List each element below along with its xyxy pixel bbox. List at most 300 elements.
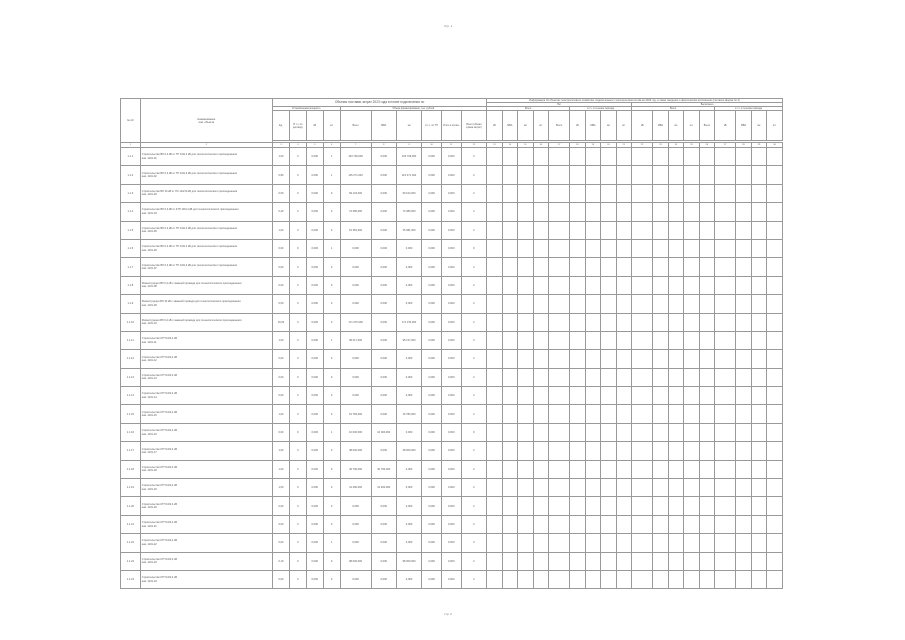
- row-value-c5: 0,000: [340, 570, 371, 588]
- row-name-sub: инв. 1101-12: [141, 358, 157, 362]
- row-empty-cell: [653, 442, 668, 460]
- table-row: [121, 497, 783, 515]
- row-empty-cell: [668, 552, 683, 570]
- row-value-c4: 0: [323, 405, 340, 423]
- row-empty-cell: [751, 295, 766, 313]
- row-value-c3: 0,000: [306, 221, 323, 239]
- row-empty-cell: [653, 460, 668, 478]
- row-value-c7: 98 000,000: [396, 552, 421, 570]
- header-name-main: Наименование: [197, 117, 216, 121]
- column-number: 8: [371, 143, 396, 148]
- row-empty-cell: [585, 258, 600, 276]
- column-number: 27: [715, 143, 736, 148]
- row-value-c3: 0,000: [306, 350, 323, 368]
- row-name-text: Строительство КТП 10/0,4 кВ: [141, 484, 177, 488]
- row-empty-cell: [518, 313, 533, 331]
- row-empty-cell: [549, 387, 570, 405]
- row-value-c5: 31 490,000: [340, 479, 371, 497]
- row-value-c9: 0,000: [441, 515, 461, 533]
- row-empty-cell: [585, 276, 600, 294]
- row-empty-cell: [653, 534, 668, 552]
- row-value-c4: 0: [323, 497, 340, 515]
- row-empty-cell: [585, 166, 600, 184]
- row-empty-cell: [601, 203, 616, 221]
- row-empty-cell: [487, 313, 502, 331]
- row-empty-cell: [715, 258, 736, 276]
- row-empty-cell: [570, 552, 585, 570]
- row-empty-cell: [715, 295, 736, 313]
- row-empty-cell: [533, 258, 548, 276]
- row-empty-cell: [751, 552, 766, 570]
- row-empty-cell: [767, 184, 783, 202]
- row-empty-cell: [518, 258, 533, 276]
- row-empty-cell: [668, 295, 683, 313]
- row-empty-cell: [616, 497, 631, 515]
- row-empty-cell: [502, 552, 517, 570]
- column-number: 16: [533, 143, 548, 148]
- row-empty-cell: [487, 148, 502, 166]
- row-empty-cell: [767, 387, 783, 405]
- row-empty-cell: [533, 239, 548, 257]
- row-value-c8: 0,000: [422, 148, 442, 166]
- row-empty-cell: [487, 239, 502, 257]
- row-empty-cell: [549, 239, 570, 257]
- row-value-c2: 0: [289, 460, 306, 478]
- row-value-c2: 0: [289, 405, 306, 423]
- row-name: [140, 368, 272, 386]
- row-name-sub: инв. 1101-06: [141, 248, 157, 252]
- row-empty-cell: [632, 423, 653, 441]
- row-value-c8: 0,000: [422, 184, 442, 202]
- row-value-c6: 0,000: [371, 387, 396, 405]
- table-row: [121, 368, 783, 386]
- row-empty-cell: [632, 497, 653, 515]
- row-empty-cell: [487, 442, 502, 460]
- row-value-c10: 2: [461, 515, 486, 533]
- row-value-c6: 0,000: [371, 276, 396, 294]
- row-empty-cell: [549, 552, 570, 570]
- row-value-c1: 0,80: [273, 166, 290, 184]
- row-value-c3: 0,000: [306, 570, 323, 588]
- row-empty-cell: [570, 423, 585, 441]
- row-value-c10: 2: [461, 497, 486, 515]
- row-empty-cell: [699, 258, 714, 276]
- column-number: 4: [289, 143, 306, 148]
- row-value-c7: 0,000: [396, 276, 421, 294]
- row-empty-cell: [487, 184, 502, 202]
- row-empty-cell: [616, 221, 631, 239]
- header-cell-r15: кВ: [715, 111, 736, 141]
- row-empty-cell: [715, 497, 736, 515]
- table-row: [121, 203, 783, 221]
- row-name: [140, 276, 272, 294]
- row-empty-cell: [653, 295, 668, 313]
- row-empty-cell: [736, 368, 751, 386]
- row-empty-cell: [487, 515, 502, 533]
- row-value-c8: 0,000: [422, 350, 442, 368]
- row-empty-cell: [570, 479, 585, 497]
- row-value-c1: 0,00: [273, 276, 290, 294]
- row-value-c6: 0,000: [371, 313, 396, 331]
- row-value-c9: 0,000: [441, 387, 461, 405]
- header-cell-mva: МВА: [371, 111, 396, 141]
- row-empty-cell: [487, 387, 502, 405]
- row-name: [140, 203, 272, 221]
- row-empty-cell: [518, 515, 533, 533]
- row-name-sub: инв. 1101-23: [141, 561, 157, 565]
- row-empty-cell: [616, 239, 631, 257]
- header-right-sub-1: Нет: [487, 103, 632, 107]
- row-empty-cell: [653, 570, 668, 588]
- column-number: 24: [668, 143, 683, 148]
- row-value-c3: 0,000: [306, 203, 323, 221]
- row-name: [140, 497, 272, 515]
- row-value-c2: 0: [289, 148, 306, 166]
- column-number: 19: [585, 143, 600, 148]
- header-cell-f: Всего (общая сумма затрат): [461, 111, 486, 141]
- row-empty-cell: [751, 148, 766, 166]
- row-value-c1: 0,00: [273, 350, 290, 368]
- row-value-c1: 0,00: [273, 295, 290, 313]
- row-empty-cell: [585, 534, 600, 552]
- row-empty-cell: [751, 350, 766, 368]
- row-empty-cell: [601, 258, 616, 276]
- row-value-c5: 0,000: [340, 387, 371, 405]
- row-empty-cell: [549, 442, 570, 460]
- row-empty-cell: [487, 460, 502, 478]
- table-row: [121, 479, 783, 497]
- row-empty-cell: [616, 313, 631, 331]
- row-value-c6: 40 790,000: [371, 460, 396, 478]
- row-empty-cell: [487, 405, 502, 423]
- row-name-text: Строительство КТП 10/0,4 кВ: [141, 392, 177, 396]
- row-empty-cell: [549, 423, 570, 441]
- row-empty-cell: [518, 295, 533, 313]
- row-name-sub: инв. 1101-02: [141, 175, 157, 179]
- column-number: 12: [461, 143, 486, 148]
- row-empty-cell: [751, 405, 766, 423]
- row-value-c6: 0,000: [371, 295, 396, 313]
- row-empty-cell: [715, 203, 736, 221]
- row-value-c3: 0,000: [306, 368, 323, 386]
- row-empty-cell: [549, 331, 570, 349]
- row-name-sub: инв. 1101-11: [141, 340, 157, 344]
- row-value-c8: 0,000: [422, 515, 442, 533]
- row-empty-cell: [601, 387, 616, 405]
- row-empty-cell: [570, 221, 585, 239]
- row-value-c2: 0: [289, 166, 306, 184]
- row-empty-cell: [570, 239, 585, 257]
- row-empty-cell: [585, 405, 600, 423]
- row-name-text: Строительство КТП 10/0,4 кВ: [141, 410, 177, 414]
- row-empty-cell: [502, 479, 517, 497]
- row-value-c9: 0,000: [441, 552, 461, 570]
- row-value-c4: 0: [323, 184, 340, 202]
- report-table-container: [120, 98, 783, 583]
- row-value-c5: 0,000: [340, 534, 371, 552]
- row-empty-cell: [570, 276, 585, 294]
- row-value-c9: 0,000: [441, 166, 461, 184]
- row-empty-cell: [533, 460, 548, 478]
- row-empty-cell: [601, 570, 616, 588]
- row-empty-cell: [570, 350, 585, 368]
- row-empty-cell: [570, 387, 585, 405]
- row-value-c8: 0,000: [422, 570, 442, 588]
- row-id: 1.1.1: [121, 148, 141, 166]
- row-id: 1.1.22: [121, 534, 141, 552]
- header-cell-km: км: [396, 111, 421, 141]
- row-empty-cell: [668, 534, 683, 552]
- row-value-c2: 0: [289, 442, 306, 460]
- row-id: 1.1.2: [121, 166, 141, 184]
- row-value-c1: 1,00: [273, 148, 290, 166]
- row-empty-cell: [601, 368, 616, 386]
- row-empty-cell: [616, 405, 631, 423]
- row-empty-cell: [502, 405, 517, 423]
- row-value-c6: 0,000: [371, 258, 396, 276]
- row-value-c10: 2: [461, 221, 486, 239]
- row-empty-cell: [751, 534, 766, 552]
- row-value-c8: 0,000: [422, 534, 442, 552]
- header-cell-d: в т.ч. по ТП: [422, 111, 442, 141]
- row-empty-cell: [518, 497, 533, 515]
- row-empty-cell: [585, 515, 600, 533]
- row-empty-cell: [518, 368, 533, 386]
- row-value-c3: 0,000: [306, 497, 323, 515]
- row-empty-cell: [549, 184, 570, 202]
- row-empty-cell: [736, 276, 751, 294]
- row-empty-cell: [502, 276, 517, 294]
- row-empty-cell: [715, 552, 736, 570]
- row-empty-cell: [632, 350, 653, 368]
- row-empty-cell: [487, 350, 502, 368]
- row-value-c6: 0,000: [371, 350, 396, 368]
- row-empty-cell: [549, 534, 570, 552]
- row-value-c6: 0,000: [371, 442, 396, 460]
- row-empty-cell: [653, 387, 668, 405]
- row-empty-cell: [502, 203, 517, 221]
- row-value-c10: 2: [461, 570, 486, 588]
- row-empty-cell: [699, 387, 714, 405]
- row-value-c9: 0,000: [441, 276, 461, 294]
- row-value-c10: 2: [461, 442, 486, 460]
- row-name-sub: инв. 1101-07: [141, 267, 157, 271]
- row-value-c3: 0,000: [306, 552, 323, 570]
- row-name-sub: инв. 1101-10: [141, 322, 157, 326]
- header-cell-sht: шт.: [323, 111, 340, 141]
- row-empty-cell: [616, 350, 631, 368]
- row-empty-cell: [751, 203, 766, 221]
- row-empty-cell: [653, 350, 668, 368]
- row-name: [140, 534, 272, 552]
- table-row: [121, 405, 783, 423]
- row-value-c4: 0: [323, 552, 340, 570]
- row-empty-cell: [585, 497, 600, 515]
- row-value-c4: 0: [323, 203, 340, 221]
- row-empty-cell: [632, 184, 653, 202]
- row-value-c1: 10,00: [273, 313, 290, 331]
- row-empty-cell: [533, 350, 548, 368]
- row-value-c3: 0,000: [306, 239, 323, 257]
- row-name-sub: инв. 1101-19: [141, 487, 157, 491]
- header-cell-r6: кВ: [570, 111, 585, 141]
- row-empty-cell: [684, 552, 699, 570]
- row-empty-cell: [533, 552, 548, 570]
- row-empty-cell: [570, 313, 585, 331]
- row-empty-cell: [767, 331, 783, 349]
- row-empty-cell: [533, 203, 548, 221]
- row-value-c6: 0,000: [371, 239, 396, 257]
- row-name-text: Строительство КТП 10/0,4 кВ: [141, 576, 177, 580]
- row-empty-cell: [632, 313, 653, 331]
- row-empty-cell: [632, 442, 653, 460]
- row-name: [140, 221, 272, 239]
- row-empty-cell: [518, 442, 533, 460]
- column-number: 11: [441, 143, 461, 148]
- table-row: [121, 295, 783, 313]
- row-empty-cell: [601, 239, 616, 257]
- row-empty-cell: [570, 460, 585, 478]
- row-empty-cell: [715, 184, 736, 202]
- row-name-sub: инв. 1101-04: [141, 211, 157, 215]
- row-empty-cell: [684, 497, 699, 515]
- row-empty-cell: [684, 184, 699, 202]
- table-row: [121, 239, 783, 257]
- row-value-c9: 0,000: [441, 184, 461, 202]
- row-empty-cell: [518, 166, 533, 184]
- row-value-c8: 0,000: [422, 203, 442, 221]
- header-left-sub-1: Установленная мощность: [273, 107, 341, 111]
- row-value-c8: 0,000: [422, 405, 442, 423]
- row-value-c3: 0,000: [306, 148, 323, 166]
- row-value-c9: 0,000: [441, 239, 461, 257]
- row-empty-cell: [570, 295, 585, 313]
- row-empty-cell: [616, 331, 631, 349]
- row-empty-cell: [601, 497, 616, 515]
- row-empty-cell: [653, 423, 668, 441]
- row-value-c7: 0,000: [396, 258, 421, 276]
- row-empty-cell: [487, 497, 502, 515]
- row-empty-cell: [502, 221, 517, 239]
- row-empty-cell: [518, 184, 533, 202]
- table-row: [121, 184, 783, 202]
- header-cell-r7: МВА: [585, 111, 600, 141]
- column-number: 18: [570, 143, 585, 148]
- row-value-c7: 48 000,000: [396, 442, 421, 460]
- row-empty-cell: [518, 460, 533, 478]
- row-empty-cell: [616, 570, 631, 588]
- row-empty-cell: [751, 239, 766, 257]
- row-value-c8: 0,000: [422, 387, 442, 405]
- row-empty-cell: [736, 534, 751, 552]
- header-cell-r13: шт.: [684, 111, 699, 141]
- row-empty-cell: [585, 221, 600, 239]
- row-empty-cell: [487, 368, 502, 386]
- row-value-c10: 2: [461, 350, 486, 368]
- row-name-text: Строительство КТП 10/0,4 кВ: [141, 355, 177, 359]
- row-empty-cell: [767, 313, 783, 331]
- row-empty-cell: [616, 166, 631, 184]
- row-name: [140, 552, 272, 570]
- row-empty-cell: [668, 387, 683, 405]
- row-empty-cell: [668, 203, 683, 221]
- row-id: 1.1.12: [121, 350, 141, 368]
- row-name-sub: инв. 1101-01: [141, 156, 157, 160]
- row-empty-cell: [487, 295, 502, 313]
- row-empty-cell: [632, 148, 653, 166]
- row-empty-cell: [699, 331, 714, 349]
- row-value-c10: 2: [461, 276, 486, 294]
- row-empty-cell: [767, 497, 783, 515]
- row-value-c6: 0,000: [371, 497, 396, 515]
- row-empty-cell: [684, 368, 699, 386]
- row-value-c10: 2: [461, 258, 486, 276]
- row-id: 1.1.21: [121, 515, 141, 533]
- header-row-1: [121, 99, 783, 103]
- row-empty-cell: [653, 203, 668, 221]
- row-empty-cell: [751, 258, 766, 276]
- row-empty-cell: [715, 313, 736, 331]
- row-empty-cell: [601, 350, 616, 368]
- row-empty-cell: [601, 276, 616, 294]
- row-empty-cell: [533, 442, 548, 460]
- row-empty-cell: [601, 479, 616, 497]
- row-empty-cell: [751, 387, 766, 405]
- row-empty-cell: [518, 423, 533, 441]
- row-empty-cell: [715, 221, 736, 239]
- table-row: [121, 552, 783, 570]
- row-value-c2: 0: [289, 239, 306, 257]
- row-empty-cell: [653, 258, 668, 276]
- row-value-c4: 0: [323, 479, 340, 497]
- row-id: 1.1.10: [121, 313, 141, 331]
- row-value-c6: 0,000: [371, 570, 396, 588]
- row-empty-cell: [668, 460, 683, 478]
- header-cell-r2: МВА: [502, 111, 517, 141]
- row-empty-cell: [668, 221, 683, 239]
- row-empty-cell: [533, 221, 548, 239]
- row-empty-cell: [668, 184, 683, 202]
- row-empty-cell: [767, 442, 783, 460]
- row-value-c3: 0,000: [306, 166, 323, 184]
- row-empty-cell: [715, 405, 736, 423]
- row-value-c10: 2: [461, 460, 486, 478]
- row-value-c5: 98 000,000: [340, 552, 371, 570]
- row-empty-cell: [767, 423, 783, 441]
- row-name: [140, 239, 272, 257]
- row-empty-cell: [570, 368, 585, 386]
- row-empty-cell: [699, 442, 714, 460]
- row-empty-cell: [767, 148, 783, 166]
- row-empty-cell: [616, 368, 631, 386]
- row-empty-cell: [502, 570, 517, 588]
- row-empty-cell: [653, 552, 668, 570]
- row-empty-cell: [767, 276, 783, 294]
- row-value-c3: 0,000: [306, 387, 323, 405]
- column-number: 14: [502, 143, 517, 148]
- row-value-c5: 0,000: [340, 368, 371, 386]
- row-empty-cell: [585, 313, 600, 331]
- row-name-sub: инв. 1101-09: [141, 303, 157, 307]
- row-empty-cell: [616, 460, 631, 478]
- row-empty-cell: [736, 460, 751, 478]
- row-empty-cell: [668, 368, 683, 386]
- row-empty-cell: [699, 515, 714, 533]
- row-empty-cell: [684, 148, 699, 166]
- row-empty-cell: [684, 350, 699, 368]
- row-value-c5: 69 104,000: [340, 184, 371, 202]
- row-empty-cell: [549, 368, 570, 386]
